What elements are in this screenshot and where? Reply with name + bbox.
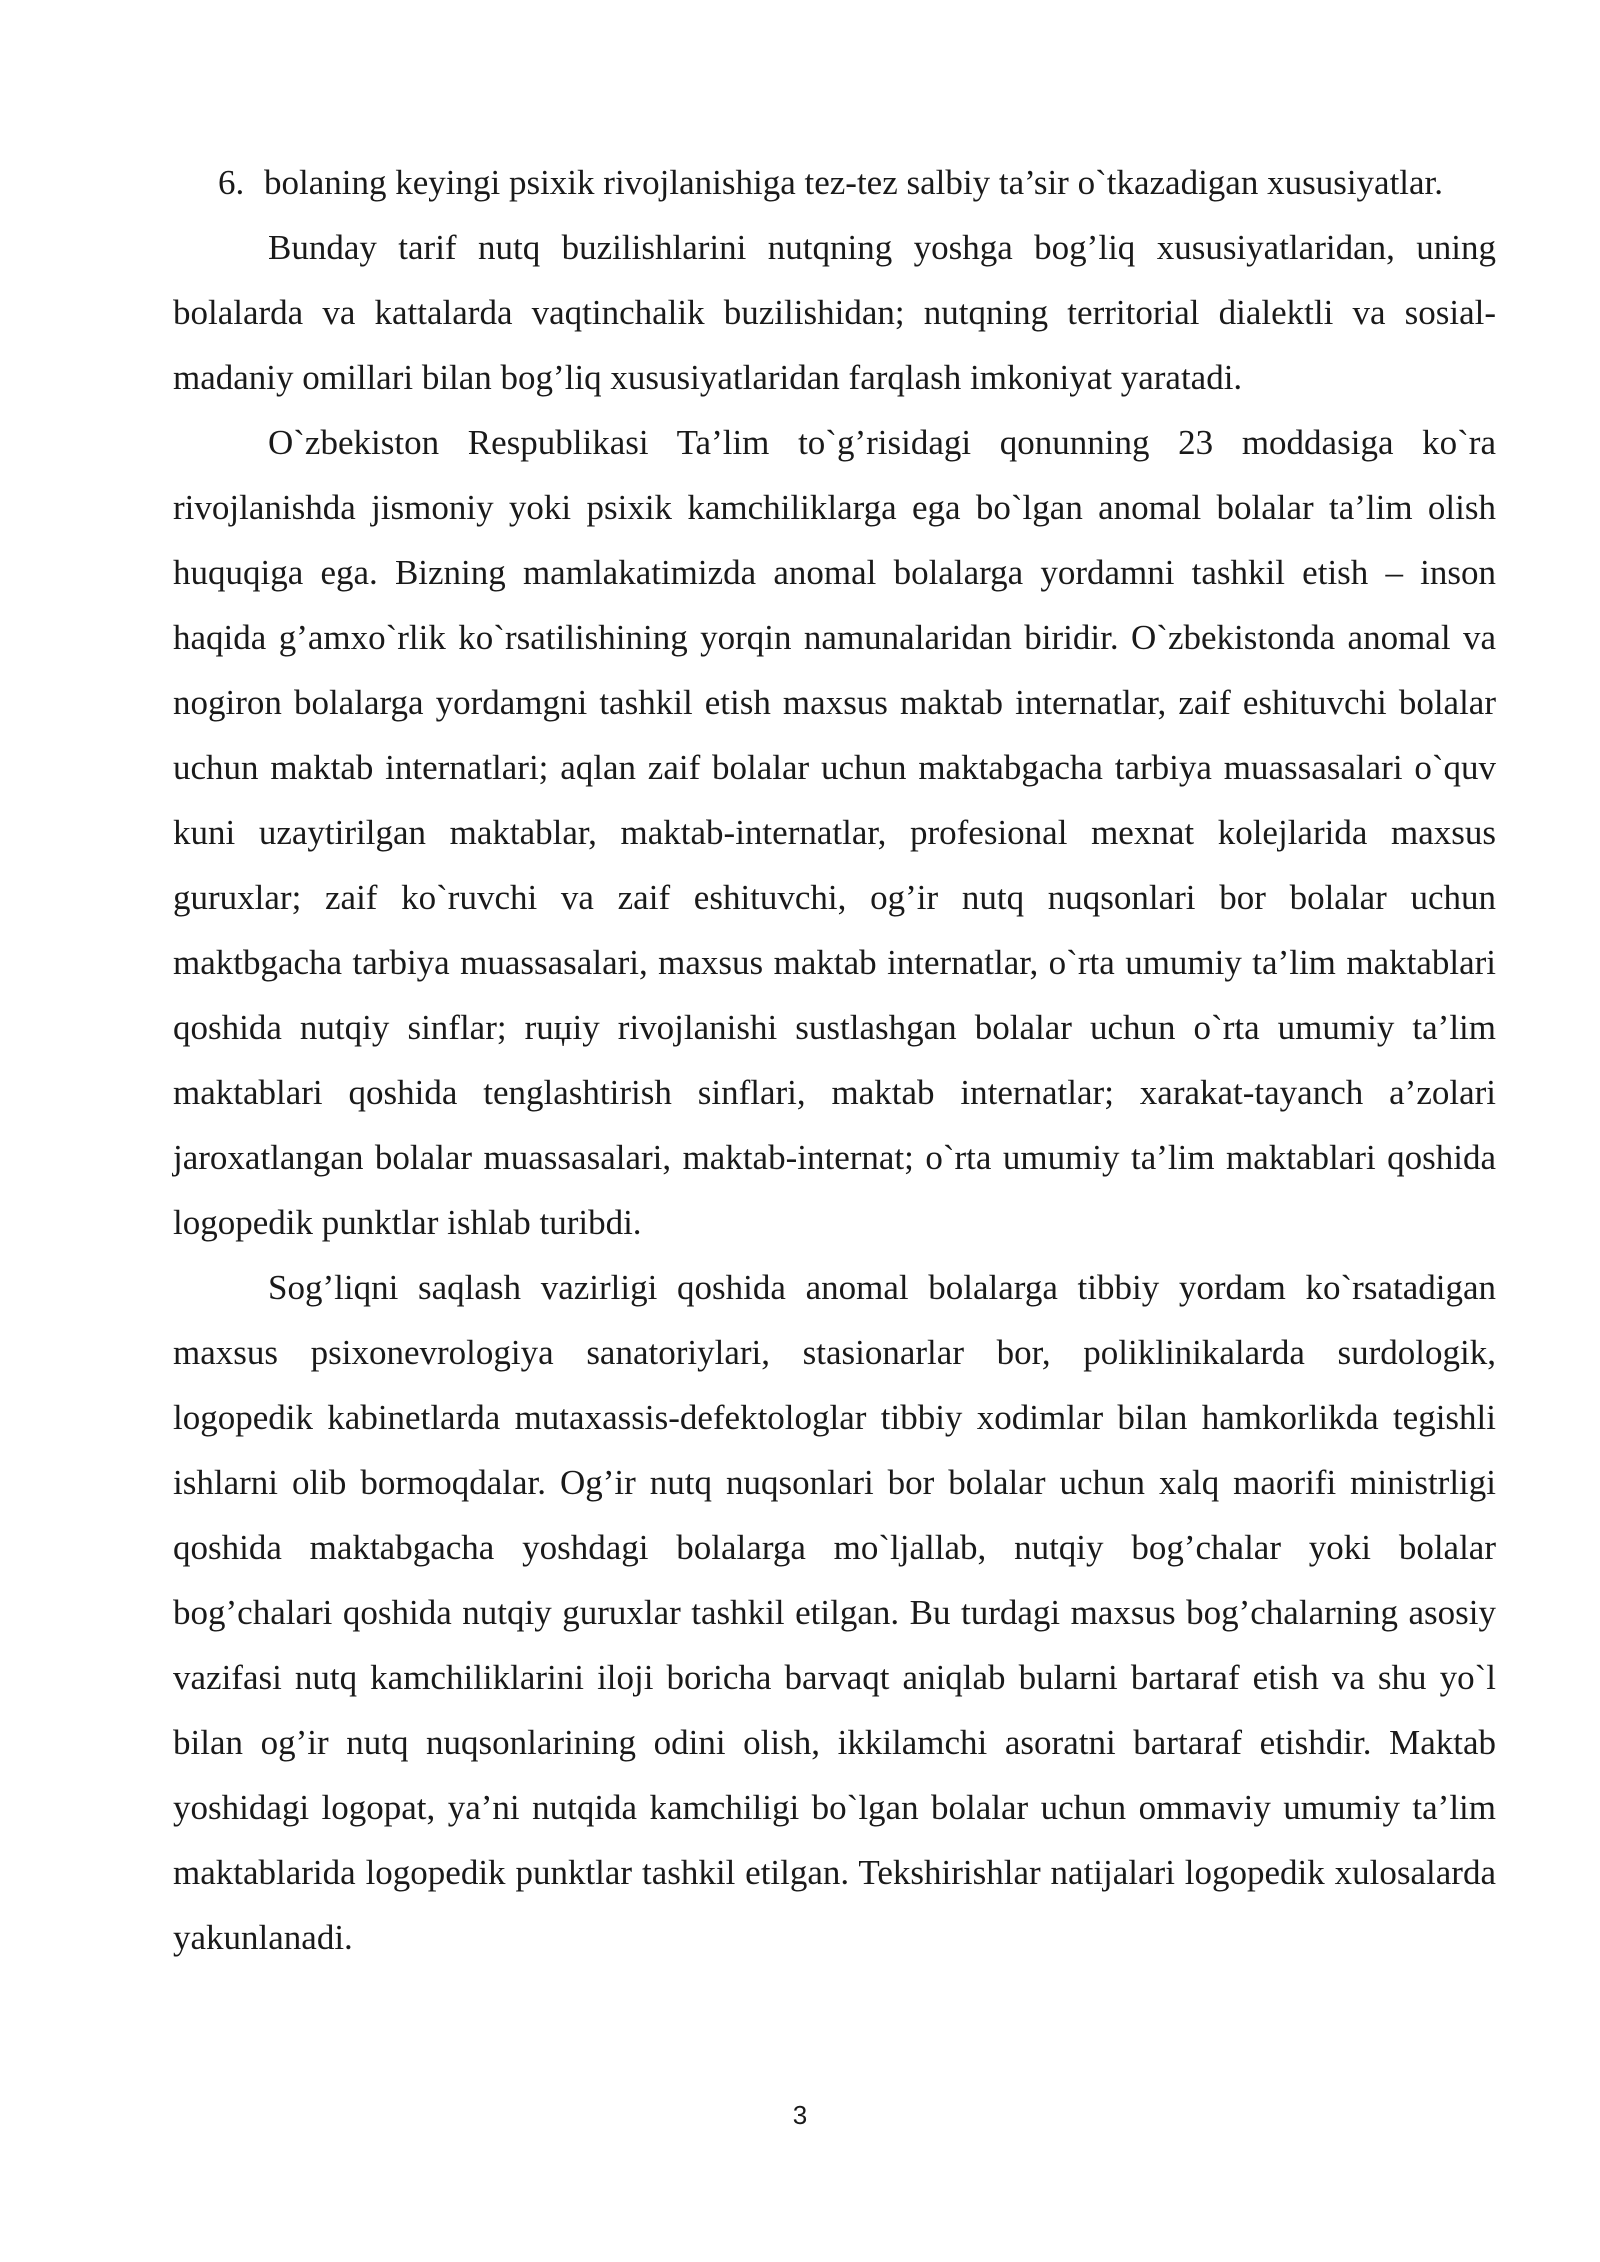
paragraph-education-law: O`zbekiston Respublikasi Ta’lim to`g’risidagi qonunning 23 moddasiga ko`ra rivojlanishda jismoniy yoki psixik kamchiliklarga ega bo`lgan anomal bolalar ta’lim olish huquqiga ega. Bizning mamlakatimizda anomal bolalarga yordamni tashkil etish – inson haqida g’amxo`rlik ko`rsatilishining yorqin namunalaridan biridir. O`zbekistonda anomal va nogiron bolalarga yordamgni tashkil etish maxsus maktab internatlar, zaif eshituvchi bolalar uchun maktab internatlari; aqlan zaif bolalar uchun maktabgacha tarbiya muassasalari o`quv kuni uzaytirilgan maktablar, maktab-internatlar, profesional mexnat kolejlarida maxsus guruxlar; zaif ko`ruvchi va zaif eshituvchi, og’ir nutq nuqsonlari bor bolalar uchun maktbgacha tarbiya muassasalari, maxsus maktab internatlar, o`rta umumiy ta’lim maktablari qoshida nutqiy sinflar; ruџiy rivojlanishi sustlashgan bolalar uchun o`rta umumiy ta’lim maktablari qoshida tenglashtirish sinflari, maktab internatlar; xarakat-tayanch a’zolari jaroxatlangan bolalar muassasalari, maktab-internat; o`rta umumiy ta’lim maktablari qoshida logopedik punktlar ishlab turibdi. bbox=[173, 423, 1496, 1242]
paragraph-health-ministry: Sog’liqni saqlash vazirligi qoshida anomal bolalarga tibbiy yordam ko`rsatadigan maxsus psixonevrologiya sanatoriylari, stasionarlar bor, poliklinikalarda surdologik, logopedik kabinetlarda mutaxassis-defektologlar tibbiy xodimlar bilan hamkorlikda tegishli ishlarni olib bormoqdalar. Og’ir nutq nuqsonlari bor bolalar uchun xalq maorifi ministrligi qoshida maktabgacha yoshdagi bolalarga mo`ljallab, nutqiy bog’chalar yoki bolalar bog’chalari qoshida nutqiy guruxlar tashkil etilgan. Bu turdagi maxsus bog’chalarning asosiy vazifasi nutq kamchiliklarini iloji boricha barvaqt aniqlab bularni bartaraf etish va shu yo`l bilan og’ir nutq nuqsonlarining odini olish, ikkilamchi asoratni bartaraf etishdir. Maktab yoshidagi logopat, ya’ni nutqida kamchiligi bo`lgan bolalar uchun ommaviy umumiy ta’lim maktablarida logopedik punktlar tashkil etilgan. Tekshirishlar natijalari logopedik xulosalarda yakunlanadi. bbox=[173, 1268, 1496, 1957]
list-item-number: 6. bbox=[218, 163, 245, 202]
paragraph-definition: Bunday tarif nutq buzilishlarini nutqning yoshga bog’liq xususiyatlaridan, uning bolalarda va kattalarda vaqtinchalik buzilishidan; nutqning territorial dialektli va sosial-madaniy omillari bilan bog’liq xususiyatlaridan farqlash imkoniyat yaratadi. bbox=[173, 228, 1496, 397]
list-item bbox=[218, 150, 1496, 215]
list-item-text: bolaning keyingi psixik rivojlanishiga tez-tez salbiy ta’sir o`tkazadigan xususiyatlar. bbox=[264, 163, 1444, 202]
page-body bbox=[173, 150, 1496, 1970]
page-number: 3 bbox=[792, 2100, 808, 2130]
